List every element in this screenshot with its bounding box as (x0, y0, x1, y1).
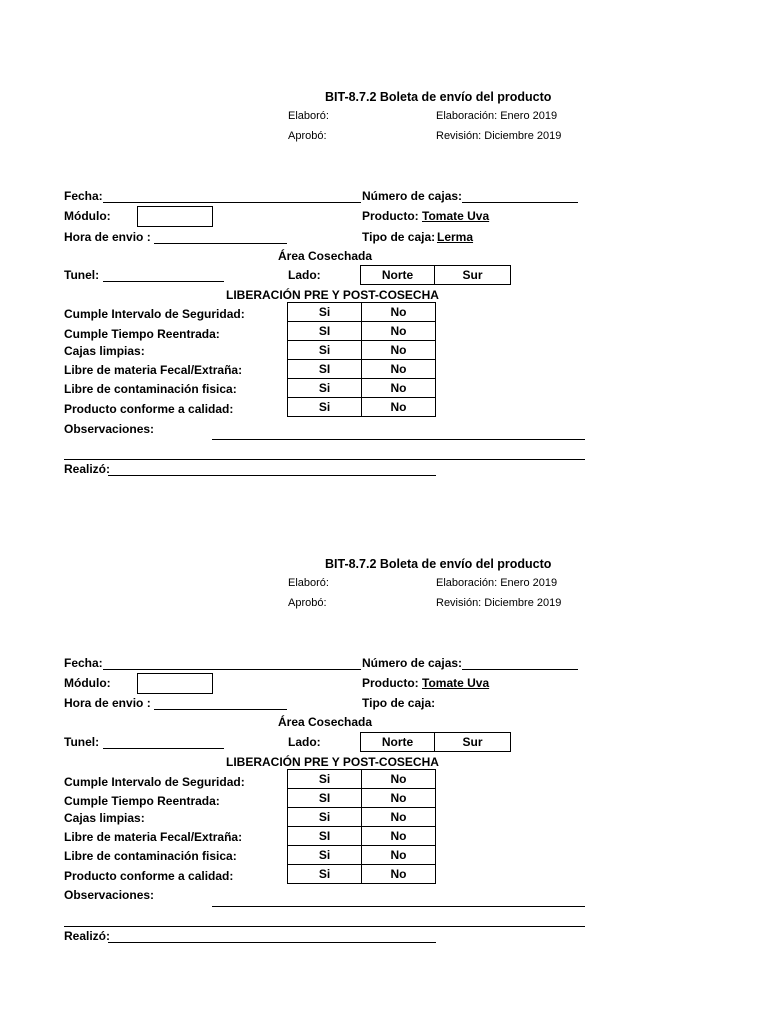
yes-cell[interactable]: Si (288, 865, 362, 884)
lado-label: Lado: (288, 268, 321, 282)
check-label: Cajas limpias: (64, 344, 145, 358)
check-label: Producto conforme a calidad: (64, 869, 234, 883)
realizo-field-line[interactable] (108, 942, 436, 943)
fecha-field-line[interactable] (103, 669, 361, 670)
check-label: Libre de materia Fecal/Extraña: (64, 830, 243, 844)
check-label: Libre de contaminación fisica: (64, 382, 237, 396)
aprobo-label: Aprobó: (288, 597, 327, 609)
producto-value: Tomate Uva (422, 676, 490, 690)
elaboracion-date: Elaboración: Enero 2019 (436, 110, 558, 122)
table-row (288, 379, 436, 398)
no-cell[interactable]: No (362, 846, 436, 865)
observaciones-line-1[interactable] (212, 906, 585, 907)
check-label: Cumple Tiempo Reentrada: (64, 327, 220, 341)
checks-table (287, 302, 436, 417)
producto-value: Tomate Uva (422, 209, 490, 223)
no-cell[interactable]: No (362, 865, 436, 884)
yes-cell[interactable]: SI (288, 360, 362, 379)
table-row (288, 789, 436, 808)
area-cosechada-label: Área Cosechada (278, 715, 373, 729)
yes-cell[interactable]: Si (288, 770, 362, 789)
no-cell[interactable]: No (362, 322, 436, 341)
producto-label: Producto: (362, 676, 419, 690)
revision-date: Revisión: Diciembre 2019 (436, 130, 562, 142)
no-cell[interactable]: No (362, 770, 436, 789)
yes-cell[interactable]: SI (288, 322, 362, 341)
observaciones-label: Observaciones: (64, 422, 155, 436)
check-label: Cumple Intervalo de Seguridad: (64, 307, 245, 321)
yes-cell[interactable]: Si (288, 846, 362, 865)
lado-options (360, 265, 511, 285)
check-label: Cajas limpias: (64, 811, 145, 825)
yes-cell[interactable]: Si (288, 398, 362, 417)
hora-envio-label: Hora de envio : (64, 230, 151, 244)
elaboracion-date: Elaboración: Enero 2019 (436, 577, 558, 589)
no-cell[interactable]: No (362, 303, 436, 322)
realizo-label: Realizó: (64, 929, 111, 943)
tipo-caja-label: Tipo de caja: (362, 230, 436, 244)
table-row (288, 865, 436, 884)
table-row (288, 322, 436, 341)
revision-date: Revisión: Diciembre 2019 (436, 597, 562, 609)
no-cell[interactable]: No (362, 360, 436, 379)
tunel-field-line[interactable] (103, 281, 224, 282)
no-cell[interactable]: No (362, 808, 436, 827)
no-cell[interactable]: No (362, 789, 436, 808)
observaciones-line-1[interactable] (212, 439, 585, 440)
no-cell[interactable]: No (362, 827, 436, 846)
shipping-form-1 (0, 0, 768, 476)
section-title: LIBERACIÓN PRE Y POST-COSECHA (226, 755, 439, 769)
numero-cajas-label: Número de cajas: (362, 656, 463, 670)
tunel-label: Tunel: (64, 268, 100, 282)
no-cell[interactable]: No (362, 398, 436, 417)
lado-label: Lado: (288, 735, 321, 749)
check-label: Cumple Intervalo de Seguridad: (64, 775, 245, 789)
table-row (288, 827, 436, 846)
table-row (288, 846, 436, 865)
check-label: Producto conforme a calidad: (64, 402, 234, 416)
numero-cajas-label: Número de cajas: (362, 189, 463, 203)
tunel-label: Tunel: (64, 735, 100, 749)
hora-envio-field-line[interactable] (154, 709, 287, 710)
numero-cajas-field-line[interactable] (462, 202, 578, 203)
modulo-input-box[interactable] (137, 673, 213, 694)
norte-option[interactable]: Norte (361, 266, 435, 285)
table-row (288, 808, 436, 827)
tunel-field-line[interactable] (103, 748, 224, 749)
hora-envio-field-line[interactable] (154, 243, 287, 244)
tipo-caja-label: Tipo de caja: (362, 696, 436, 710)
table-row (288, 770, 436, 789)
realizo-label: Realizó: (64, 462, 111, 476)
hora-envio-label: Hora de envio : (64, 696, 151, 710)
modulo-input-box[interactable] (137, 206, 213, 227)
yes-cell[interactable]: Si (288, 341, 362, 360)
modulo-label: Módulo: (64, 209, 111, 223)
table-row (288, 360, 436, 379)
observaciones-label: Observaciones: (64, 888, 155, 902)
numero-cajas-field-line[interactable] (462, 669, 578, 670)
modulo-label: Módulo: (64, 676, 111, 690)
producto-label: Producto: (362, 209, 419, 223)
check-label: Cumple Tiempo Reentrada: (64, 794, 220, 808)
section-title: LIBERACIÓN PRE Y POST-COSECHA (226, 288, 439, 302)
no-cell[interactable]: No (362, 341, 436, 360)
fecha-field-line[interactable] (103, 202, 361, 203)
yes-cell[interactable]: Si (288, 303, 362, 322)
sur-option[interactable]: Sur (435, 733, 511, 752)
yes-cell[interactable]: Si (288, 808, 362, 827)
observaciones-line-2[interactable] (64, 459, 585, 460)
area-cosechada-label: Área Cosechada (278, 249, 373, 263)
yes-cell[interactable]: SI (288, 789, 362, 808)
norte-option[interactable]: Norte (361, 733, 435, 752)
shipping-form-2 (0, 467, 768, 943)
form-title: BIT-8.7.2 Boleta de envío del producto (325, 90, 552, 104)
table-row (288, 398, 436, 417)
yes-cell[interactable]: Si (288, 379, 362, 398)
fecha-label: Fecha: (64, 656, 103, 670)
check-label: Libre de contaminación fisica: (64, 849, 237, 863)
elaboro-label: Elaboró: (288, 110, 329, 122)
yes-cell[interactable]: SI (288, 827, 362, 846)
checks-table (287, 769, 436, 884)
tipo-caja-value: Lerma (437, 230, 474, 244)
sur-option[interactable]: Sur (435, 266, 511, 285)
table-row (288, 303, 436, 322)
observaciones-line-2[interactable] (64, 926, 585, 927)
elaboro-label: Elaboró: (288, 577, 329, 589)
no-cell[interactable]: No (362, 379, 436, 398)
lado-options (360, 732, 511, 752)
check-label: Libre de materia Fecal/Extraña: (64, 363, 243, 377)
table-row (288, 341, 436, 360)
form-title: BIT-8.7.2 Boleta de envío del producto (325, 557, 552, 571)
aprobo-label: Aprobó: (288, 130, 327, 142)
fecha-label: Fecha: (64, 189, 103, 203)
